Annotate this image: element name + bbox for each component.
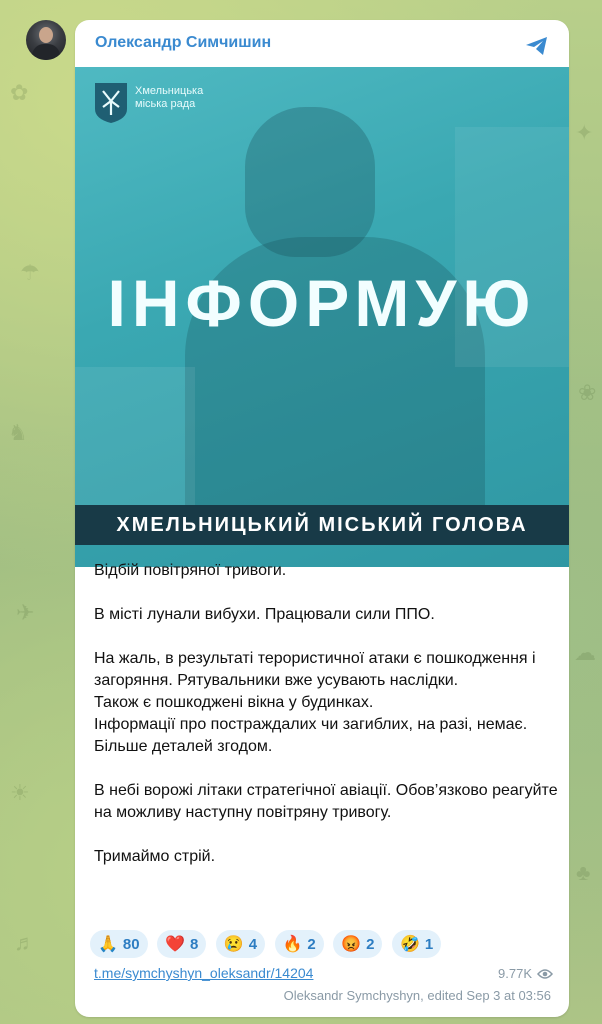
reaction-count: 8 — [189, 935, 199, 953]
post-line: Більше деталей згодом. — [94, 738, 273, 755]
background-doodle: ☂ — [20, 260, 40, 285]
post-line: Також є пошкоджені вікна у будинках. — [94, 694, 374, 711]
reaction-count: 80 — [122, 935, 140, 953]
background-doodle: ♬ — [14, 930, 36, 955]
angry-emoji-icon: 😡 — [341, 936, 362, 953]
city-council-logo — [91, 81, 131, 125]
image-footer: ХМЕЛЬНИЦЬКИЙ МІСЬКИЙ ГОЛОВА — [75, 505, 569, 545]
reaction-heart[interactable] — [157, 930, 206, 958]
crying-emoji-icon: 😢 — [223, 936, 244, 953]
views-count: 9.77K — [498, 966, 532, 981]
post-line: Інформації про постраждалих чи загиблих, на разі, немає. — [94, 716, 528, 733]
heart-emoji-icon: ❤️ — [165, 936, 185, 953]
post-text — [94, 560, 559, 868]
reaction-laugh[interactable] — [392, 930, 441, 958]
telegram-share-icon[interactable] — [523, 32, 551, 60]
reaction-count: 4 — [248, 935, 258, 953]
background-doodle: ✦ — [575, 120, 594, 145]
image-title: ІНФОРМУЮ — [107, 266, 537, 340]
author-name[interactable]: Олександр Симчишин — [95, 34, 272, 51]
post-meta: Oleksandr Symchyshyn, edited Sep 3 at 03:56 — [283, 988, 551, 1003]
post-line: На жаль, в результаті терористичної атаки є пошкодження і загоряння. Рятувальники вже усувають наслідки. — [94, 650, 536, 689]
reaction-count: 2 — [366, 935, 375, 953]
background-doodle: ☁ — [574, 640, 596, 665]
background-doodle: ✿ — [10, 80, 29, 105]
background-doodle: ♣ — [576, 860, 591, 885]
background-doodle: ✈ — [16, 600, 35, 625]
laughing-emoji-icon: 🤣 — [399, 936, 420, 953]
author-avatar[interactable] — [26, 20, 66, 60]
background-doodle: ❀ — [578, 380, 597, 405]
reaction-fire[interactable] — [275, 930, 324, 958]
reaction-count: 2 — [307, 935, 316, 953]
reaction-pray[interactable] — [90, 930, 148, 958]
pray-emoji-icon: 🙏 — [98, 936, 118, 953]
eye-icon — [537, 968, 553, 980]
reaction-count: 1 — [424, 935, 434, 953]
post-image[interactable] — [75, 67, 569, 567]
views-counter — [498, 966, 553, 981]
post-line: В місті лунали вибухи. Працювали сили ППО. — [94, 606, 435, 623]
reaction-cry[interactable] — [216, 930, 265, 958]
reactions-bar — [90, 930, 446, 960]
message-bubble — [75, 20, 569, 1017]
background-doodle: ☀ — [10, 780, 30, 805]
reaction-angry[interactable] — [333, 930, 382, 958]
post-link[interactable]: t.me/symchyshyn_oleksandr/14204 — [94, 965, 314, 981]
fire-emoji-icon: 🔥 — [282, 936, 303, 953]
post-line: Тримаймо стрій. — [94, 848, 216, 865]
post-line: В небі ворожі літаки стратегічної авіації. Обов’язково реагуйте на можливу наступну повітряну тривогу. — [94, 782, 558, 821]
background-doodle: ♞ — [8, 420, 28, 445]
post-line: Відбій повітряної тривоги. — [94, 562, 287, 579]
logo-text: Хмельницька міська рада — [135, 85, 204, 110]
